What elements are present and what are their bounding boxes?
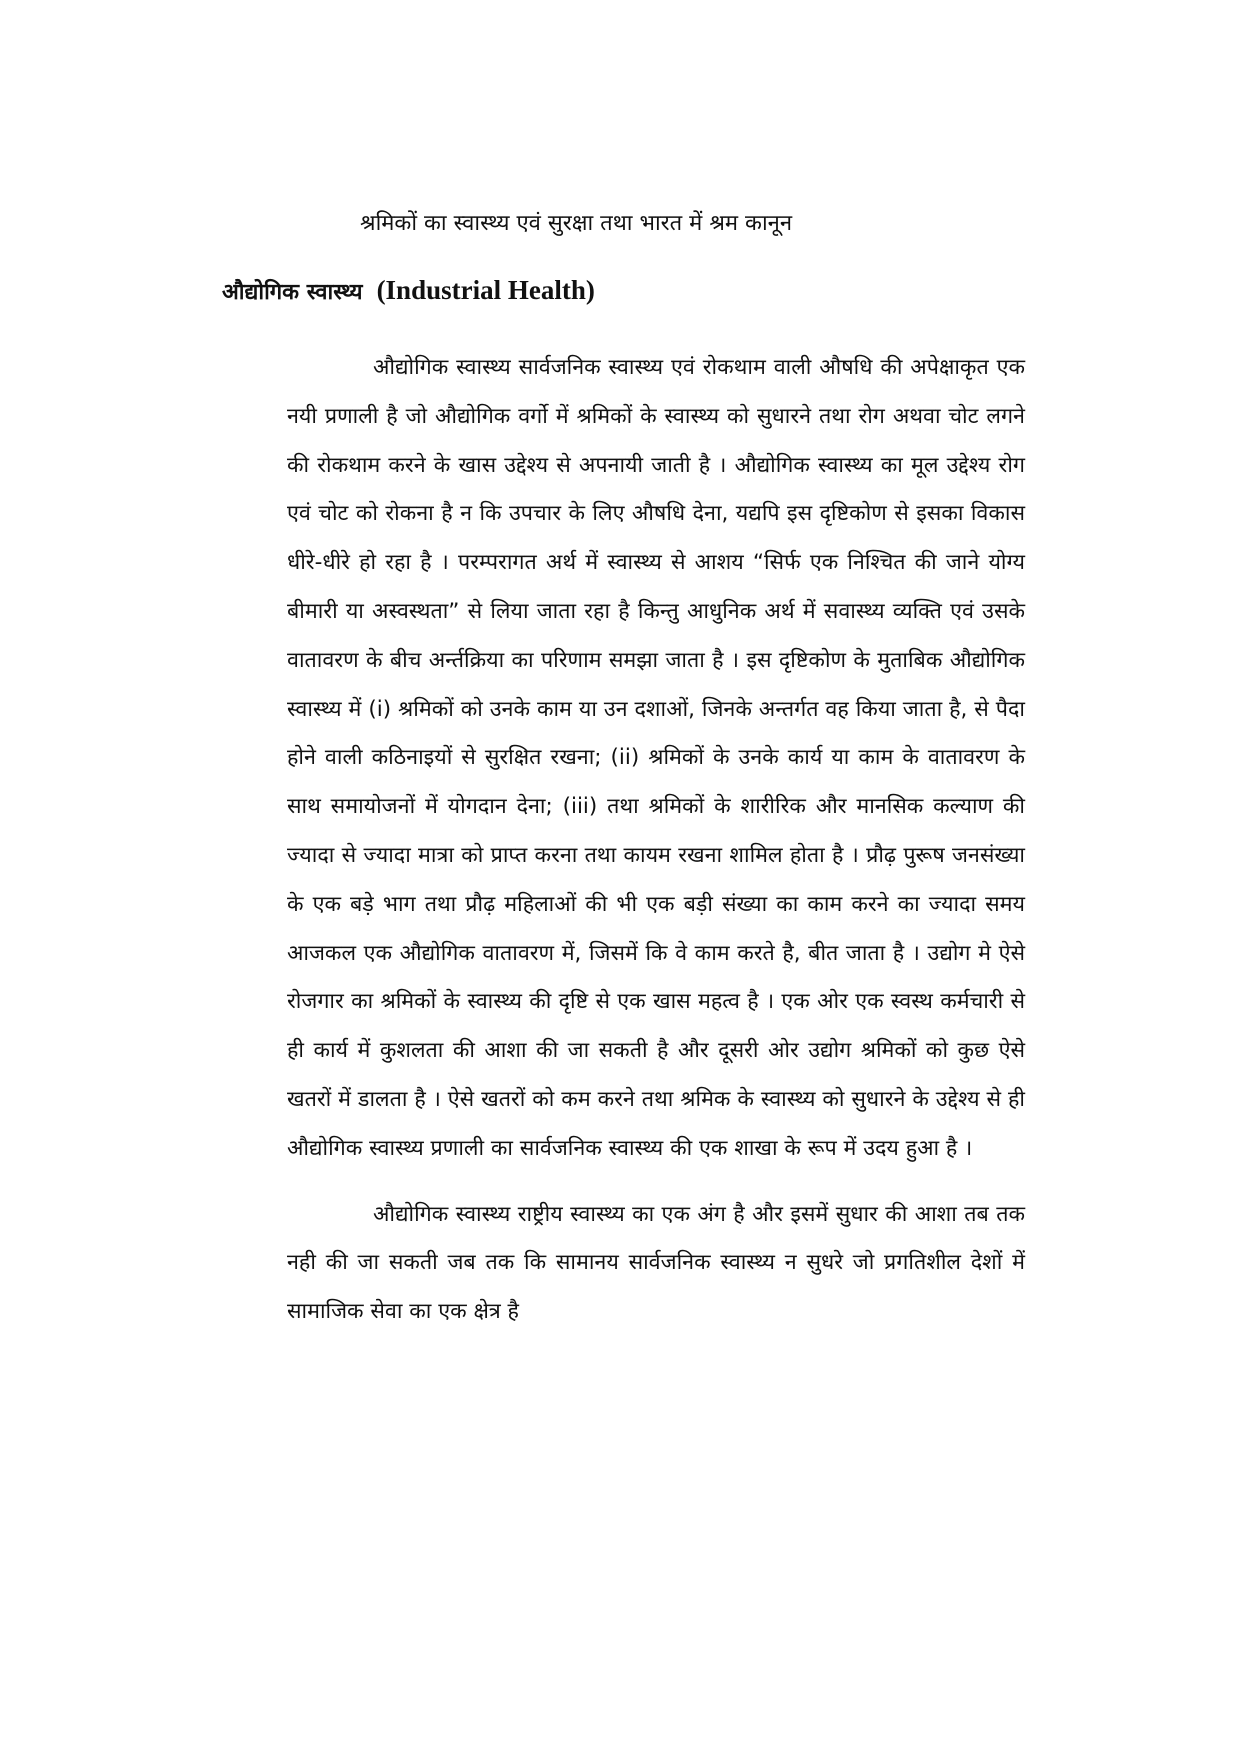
body-text <box>287 344 1025 1337</box>
document-title: श्रमिकों का स्वास्थ्य एवं सुरक्षा तथा भारत में श्रम कानून <box>360 211 793 236</box>
paragraph-2: औद्योगिक स्वास्थ्य राष्ट्रीय स्वास्थ्य का एक अंग है और इसमें सुधार की आशा तब तक नही की जा सकती जब तक कि सामानय सार्वजनिक स्वास्थ्य न सुधरे जो प्रगतिशील देशों में सामाजिक सेवा का एक क्षेत्र है <box>287 1201 1025 1325</box>
section-heading <box>222 270 595 314</box>
section-heading-english: (Industrial Health) <box>376 275 595 305</box>
paragraph-1: औद्योगिक स्वास्थ्य सार्वजनिक स्वास्थ्य एवं रोकथाम वाली औषधि की अपेक्षाकृत एक नयी प्रणाली है जो औद्योगिक वर्गो में श्रमिकों के स्वास्थ्य को सुधारने तथा रोग अथवा चोट लगने की रोकथाम करने के खास उद्देश्य से अपनायी जाती है । औद्योगिक स्वास्थ्य का मूल उद्देश्य रोग एवं चोट को रोकना है न कि उपचार के लिए औषधि देना, यद्यपि इस दृष्टिकोण से इसका विकास धीरे-धीरे हो रहा है । परम्परागत अर्थ में स्वास्थ्य से आशय “सिर्फ एक निश्चित की जाने योग्य बीमारी या अस्वस्थता” से लिया जाता रहा है किन्तु आधुनिक अर्थ में सवास्थ्य व्यक्ति एवं उसके वातावरण के बीच अर्न्तक्रिया का परिणाम समझा जाता है । इस दृष्टिकोण के मुताबिक औद्योगिक स्वास्थ्य में (i) श्रमिकों को उनके काम या उन दशाओं, जिनके अन्तर्गत वह किया जाता है, से पैदा होने वाली कठिनाइयों से सुरक्षित रखना; (ii) श्रमिकों के उनके कार्य या काम के वातावरण के साथ समायोजनों में योगदान देना; (iii) तथा श्रमिकों के शारीरिक और मानसिक कल्याण की ज्यादा से ज्यादा मात्रा को प्राप्त करना तथा कायम रखना शामिल होता है । प्रौढ़ पुरूष जनसंख्या के एक बड़े भाग तथा प्रौढ़ महिलाओं की भी एक बड़ी संख्या का काम करने का ज्यादा समय आजकल एक औद्योगिक वातावरण में, जिसमें कि वे काम करते है, बीत जाता है । उद्योग मे ऐसे रोजगार का श्रमिकों के स्वास्थ्य की दृष्टि से एक खास महत्व है । एक ओर एक स्वस्थ कर्मचारी से ही कार्य में कुशलता की आशा की जा सकती है और दूसरी ओर उद्योग श्रमिकों को कुछ ऐसे खतरों में डालता है । ऐसे खतरों को कम करने तथा श्रमिक के स्वास्थ्य को सुधारने के उद्देश्य से ही औद्योगिक स्वास्थ्य प्रणाली का सार्वजनिक स्वास्थ्य की एक शाखा के रूप में उदय हुआ है । <box>287 355 1025 1161</box>
section-heading-hindi: औद्योगिक स्वास्थ्य <box>222 280 363 305</box>
